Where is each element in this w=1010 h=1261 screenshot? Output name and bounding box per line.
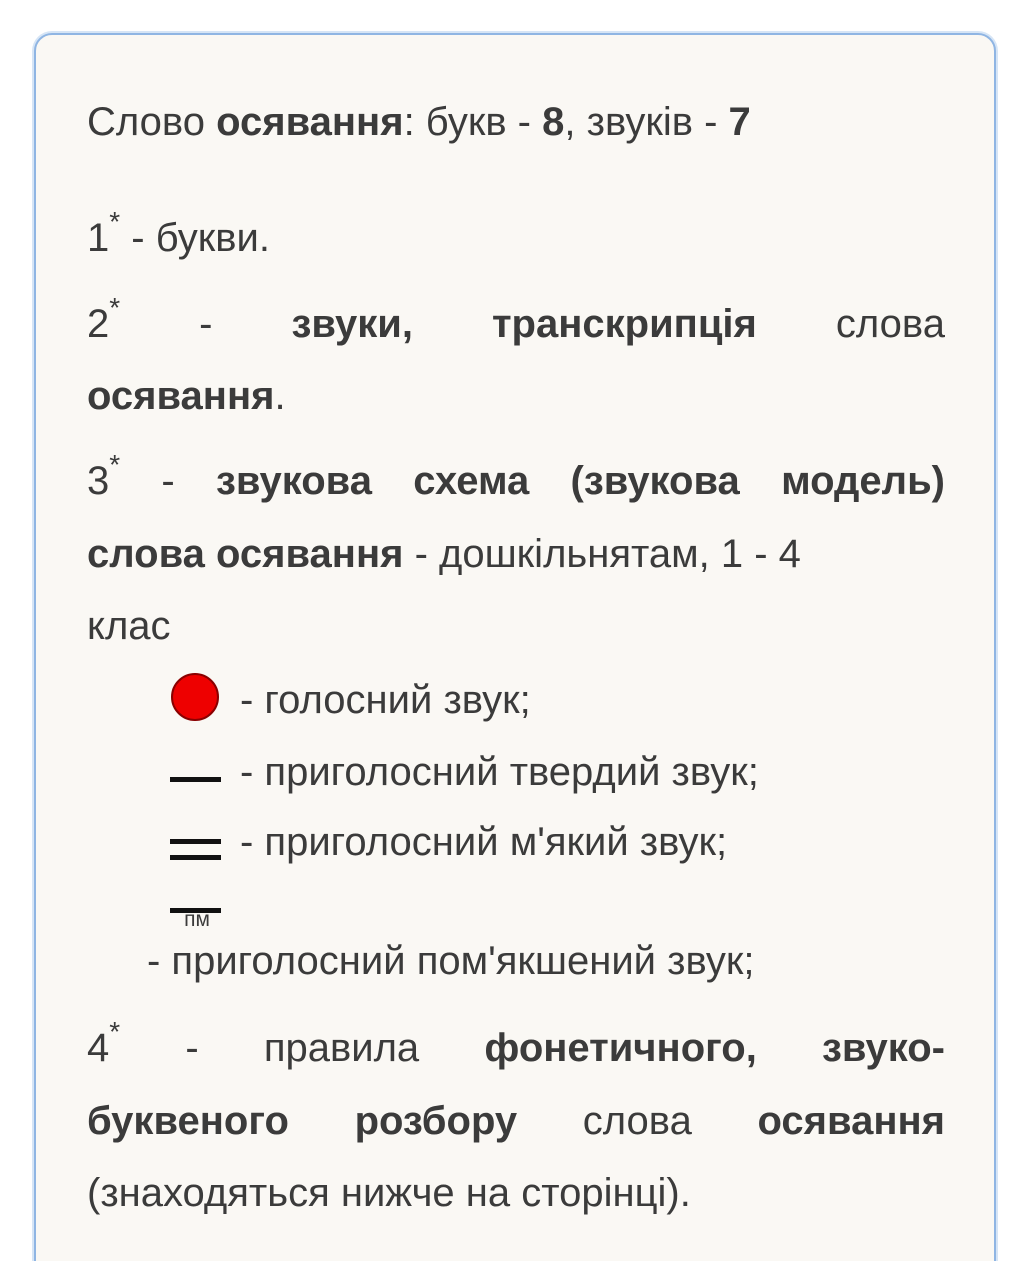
note-1-text: - букви. xyxy=(120,216,270,260)
note-4-line-3 xyxy=(87,1157,945,1229)
note-3-line-1 xyxy=(87,445,945,517)
note-4-star: * xyxy=(109,1015,121,1047)
note-3-word-4: модель) xyxy=(781,459,945,503)
single-dash-icon xyxy=(170,742,222,802)
note-4-line-2-word-2: розбору xyxy=(354,1099,518,1143)
note-2-word-slova: слова xyxy=(835,302,945,346)
note-1-star: * xyxy=(109,205,121,237)
note-2-line-2 xyxy=(87,360,945,432)
note-1-number: 1 xyxy=(87,216,110,260)
note-3-number: 3* xyxy=(87,448,121,503)
note-2-dash: - xyxy=(199,302,213,346)
note-3-word-1: звукова xyxy=(216,459,372,503)
summary-letters-count: 8 xyxy=(542,100,565,144)
legend-hard-text: - приголосний твердий звук; xyxy=(240,750,759,794)
double-dash-icon xyxy=(170,812,222,872)
note-3-line-2 xyxy=(87,518,945,590)
legend-vowel xyxy=(87,670,945,730)
summary-letters-label: : букв - xyxy=(403,100,543,144)
summary-word-label: Слово xyxy=(87,100,205,144)
note-2-number: 2* xyxy=(87,291,121,346)
note-2-line-1 xyxy=(87,288,945,360)
note-4-dash: - xyxy=(185,1026,199,1070)
note-3-line-3 xyxy=(87,590,945,662)
legend-soft xyxy=(87,812,945,872)
word-summary xyxy=(87,86,945,158)
note-1 xyxy=(87,202,945,274)
note-4-word-2: фонетичного, xyxy=(484,1026,757,1070)
note-3-word-3: (звукова xyxy=(570,459,740,503)
note-4-line-2 xyxy=(87,1085,945,1157)
note-3-class: клас xyxy=(87,604,171,648)
note-2-end: . xyxy=(274,374,286,418)
note-2-sounds: звуки, xyxy=(291,302,413,346)
note-4-line-1 xyxy=(87,1012,945,1084)
note-4-number: 4* xyxy=(87,1015,121,1070)
note-3-star: * xyxy=(109,448,121,480)
note-4-line-2-word-4: осявання xyxy=(757,1099,945,1143)
red-circle-icon xyxy=(170,670,222,730)
note-3-dash: - xyxy=(161,459,175,503)
legend-hard xyxy=(87,742,945,802)
note-2-transcription: транскрипція xyxy=(491,302,757,346)
note-3-word-2: схема xyxy=(413,459,530,503)
note-4-line-2-word-1: буквеного xyxy=(87,1099,289,1143)
note-4-location: (знаходяться нижче на сторінці). xyxy=(87,1171,691,1215)
legend-softened-text: - приголосний пом'якшений звук; xyxy=(147,939,755,983)
summary-word: осявання xyxy=(216,100,404,144)
note-4-line-2-word-3: слова xyxy=(582,1099,692,1143)
note-3-bold-phrase: слова осявання xyxy=(87,532,404,576)
note-2-word: осявання xyxy=(87,374,275,418)
summary-sounds-count: 7 xyxy=(728,100,751,144)
softened-symbol-label: пм xyxy=(184,908,210,931)
legend-soft-text: - приголосний м'який звук; xyxy=(240,820,728,864)
legend-vowel-text: - голосний звук; xyxy=(240,678,531,722)
note-4-word-3: звуко- xyxy=(821,1026,945,1070)
note-3-tail: - дошкільнятам, 1 - 4 xyxy=(403,532,801,576)
note-4-word-1: правила xyxy=(263,1026,420,1070)
summary-sounds-label: , звуків - xyxy=(564,100,729,144)
note-2-star: * xyxy=(109,291,121,323)
